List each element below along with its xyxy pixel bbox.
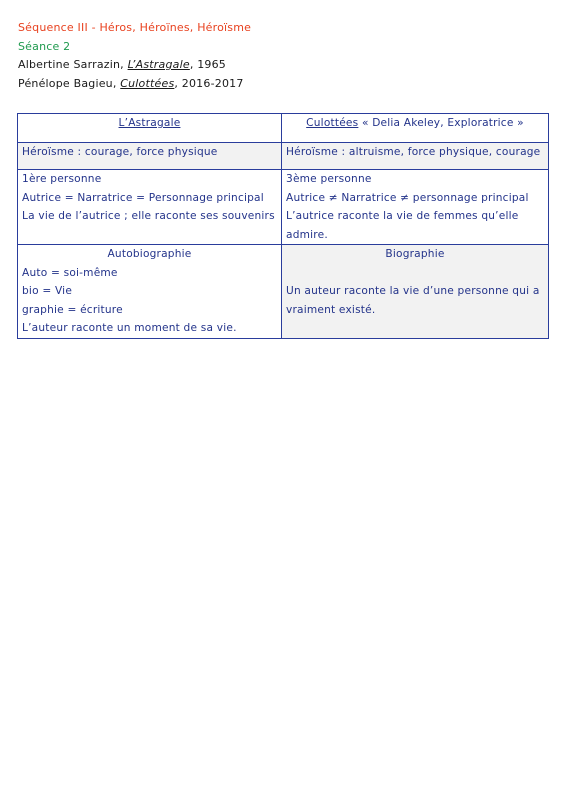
col2-header-subtitle: « Delia Akeley, Exploratrice » [358,117,524,129]
col1-header-link[interactable]: L’Astragale [118,117,181,129]
genre-title-autobiographie: Autobiographie [107,248,192,260]
work2-year: , 2016-2017 [174,76,244,90]
table-row [18,143,549,170]
seance-title: Séance 2 [18,39,71,53]
work2-title: Culottées [120,76,175,90]
cell-line: Autrice ≠ Narratrice ≠ personnage principal [286,191,529,204]
work2-author: Pénélope Bagieu, [18,76,121,90]
cell-line: 3ème personne [286,173,372,185]
cell-line: Auto = soi-même [22,266,118,279]
cell-line: La vie de l’autrice ; elle raconte ses souvenirs [22,210,275,222]
table-row [18,170,549,245]
sequence-title: Séquence III - Héros, Héroïnes, Héroïsme [18,21,252,34]
cell-line: 1ère personne [22,173,102,185]
work1-author: Albertine Sarrazin, [18,58,128,71]
genre-cell-1 [18,245,282,339]
table-header-row [18,114,549,143]
work1-title: L’Astragale [127,58,190,71]
heroism-cell-2: Héroïsme : altruisme, force physique, courage [282,143,549,170]
work-reference-1 [18,56,251,75]
genre-cell-2 [282,245,549,339]
narration-cell-1 [18,170,282,245]
cell-line: bio = Vie [22,285,73,297]
cell-line: L’autrice raconte la vie de femmes qu’elle admire. [286,210,519,241]
blank-line [286,264,544,283]
genre-title-biographie: Biographie [385,248,445,260]
work-reference-2 [18,75,251,94]
narration-cell-2 [282,170,549,245]
comparison-table [17,113,549,339]
heroism-cell-1: Héroïsme : courage, force physique [18,143,282,170]
cell-line: graphie = écriture [22,303,123,316]
col2-header-cell [282,114,549,143]
work1-year: , 1965 [189,58,226,71]
col2-header-link[interactable]: Culottées [306,117,359,129]
cell-line: Un auteur raconte la vie d’une personne qui a vraiment existé. [286,285,540,316]
document-header [18,19,251,93]
col1-header-cell [18,114,282,143]
cell-line: Autrice = Narratrice = Personnage principal [22,191,264,204]
cell-line: L’auteur raconte un moment de sa vie. [22,322,237,334]
table-row [18,245,549,339]
